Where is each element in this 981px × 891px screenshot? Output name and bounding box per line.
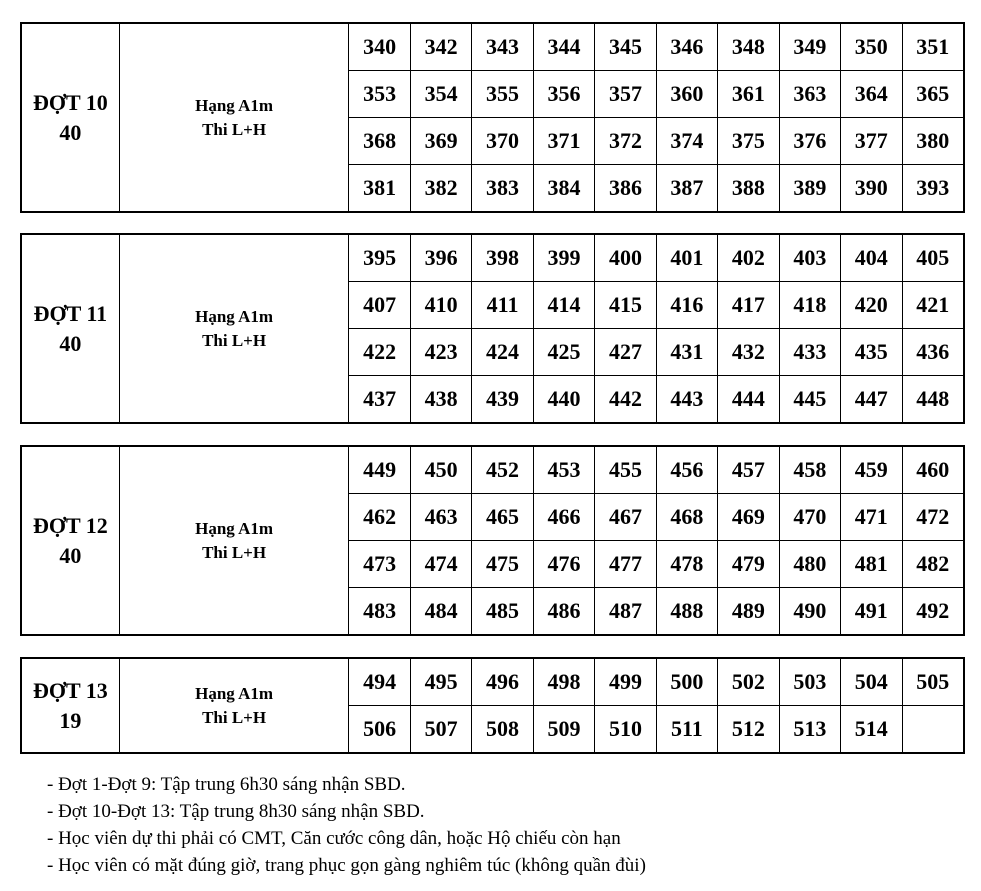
candidate-number: 361 — [718, 71, 779, 118]
candidate-number: 365 — [902, 71, 964, 118]
candidate-number: 402 — [718, 234, 779, 282]
candidate-number: 506 — [349, 706, 410, 754]
candidate-number: 442 — [595, 376, 656, 424]
candidate-number: 375 — [718, 118, 779, 165]
candidate-number: 410 — [410, 282, 471, 329]
candidate-number: 473 — [349, 541, 410, 588]
candidate-number: 483 — [349, 588, 410, 636]
candidate-number: 435 — [841, 329, 902, 376]
candidate-number — [902, 706, 964, 754]
candidate-number: 376 — [779, 118, 840, 165]
candidate-number: 496 — [472, 658, 533, 706]
class-name: Hạng A1m — [195, 95, 274, 115]
candidate-number: 400 — [595, 234, 656, 282]
candidate-number: 495 — [410, 658, 471, 706]
candidate-number: 436 — [902, 329, 964, 376]
candidate-number: 364 — [841, 71, 902, 118]
candidate-number: 511 — [656, 706, 717, 754]
candidate-number: 355 — [472, 71, 533, 118]
candidate-number: 360 — [656, 71, 717, 118]
candidate-number: 369 — [410, 118, 471, 165]
candidate-number: 389 — [779, 165, 840, 213]
candidate-number: 452 — [472, 446, 533, 494]
candidate-number: 491 — [841, 588, 902, 636]
candidate-number: 382 — [410, 165, 471, 213]
table-row — [21, 234, 964, 282]
candidate-number: 439 — [472, 376, 533, 424]
candidate-number: 508 — [472, 706, 533, 754]
candidate-number: 512 — [718, 706, 779, 754]
candidate-number: 478 — [656, 541, 717, 588]
candidate-number: 354 — [410, 71, 471, 118]
candidate-number: 502 — [718, 658, 779, 706]
batch-name: ĐỢT 11 — [33, 300, 108, 326]
exam-type: Thi L+H — [202, 542, 267, 562]
candidate-number: 486 — [533, 588, 594, 636]
candidate-number: 387 — [656, 165, 717, 213]
candidate-number: 494 — [349, 658, 410, 706]
batch-label — [21, 446, 119, 635]
candidate-number: 340 — [349, 23, 410, 71]
batch-table — [20, 657, 965, 754]
candidate-number: 342 — [410, 23, 471, 71]
candidate-number: 393 — [902, 165, 964, 213]
notes-section — [47, 771, 947, 879]
candidate-number: 407 — [349, 282, 410, 329]
candidate-number: 437 — [349, 376, 410, 424]
class-name: Hạng A1m — [195, 683, 274, 703]
candidate-number: 488 — [656, 588, 717, 636]
candidate-number: 475 — [472, 541, 533, 588]
candidate-number: 384 — [533, 165, 594, 213]
candidate-number: 417 — [718, 282, 779, 329]
candidate-number: 374 — [656, 118, 717, 165]
candidate-number: 353 — [349, 71, 410, 118]
candidate-number: 348 — [718, 23, 779, 71]
candidate-number: 513 — [779, 706, 840, 754]
candidate-number: 368 — [349, 118, 410, 165]
candidate-number: 431 — [656, 329, 717, 376]
candidate-number: 401 — [656, 234, 717, 282]
candidate-number: 415 — [595, 282, 656, 329]
candidate-number: 418 — [779, 282, 840, 329]
candidate-number: 425 — [533, 329, 594, 376]
candidate-number: 433 — [779, 329, 840, 376]
candidate-number: 479 — [718, 541, 779, 588]
candidate-number: 422 — [349, 329, 410, 376]
batch-name: ĐỢT 12 — [32, 512, 108, 538]
note-line: - Đợt 10-Đợt 13: Tập trung 8h30 sáng nhận SBD. — [47, 801, 425, 822]
candidate-number: 455 — [595, 446, 656, 494]
candidate-number: 509 — [533, 706, 594, 754]
candidate-number: 395 — [349, 234, 410, 282]
candidate-number: 465 — [472, 494, 533, 541]
candidate-number: 474 — [410, 541, 471, 588]
batch-label — [21, 23, 119, 212]
candidate-number: 372 — [595, 118, 656, 165]
candidate-number: 390 — [841, 165, 902, 213]
candidate-number: 383 — [472, 165, 533, 213]
candidate-number: 499 — [595, 658, 656, 706]
candidate-number: 492 — [902, 588, 964, 636]
candidate-number: 351 — [902, 23, 964, 71]
candidate-number: 350 — [841, 23, 902, 71]
candidate-number: 444 — [718, 376, 779, 424]
candidate-number: 489 — [718, 588, 779, 636]
note-line: - Học viên dự thi phải có CMT, Căn cước công dân, hoặc Hộ chiếu còn hạn — [47, 828, 621, 849]
candidate-number: 357 — [595, 71, 656, 118]
candidate-number: 356 — [533, 71, 594, 118]
batch-count: 40 — [59, 542, 82, 568]
candidate-number: 399 — [533, 234, 594, 282]
candidate-number: 440 — [533, 376, 594, 424]
candidate-number: 456 — [656, 446, 717, 494]
candidate-number: 468 — [656, 494, 717, 541]
candidate-number: 370 — [472, 118, 533, 165]
candidate-number: 490 — [779, 588, 840, 636]
candidate-number: 381 — [349, 165, 410, 213]
candidate-number: 498 — [533, 658, 594, 706]
candidate-number: 450 — [410, 446, 471, 494]
candidate-number: 398 — [472, 234, 533, 282]
table-row — [21, 446, 964, 494]
class-name: Hạng A1m — [195, 306, 274, 326]
candidate-number: 485 — [472, 588, 533, 636]
candidate-number: 386 — [595, 165, 656, 213]
candidate-number: 481 — [841, 541, 902, 588]
license-class — [119, 234, 349, 423]
note-line: - Học viên có mặt đúng giờ, trang phục gọn gàng nghiêm túc (không quần đùi) — [47, 855, 646, 876]
candidate-number: 349 — [779, 23, 840, 71]
candidate-number: 344 — [533, 23, 594, 71]
license-class — [119, 658, 349, 753]
candidate-number: 424 — [472, 329, 533, 376]
candidate-number: 421 — [902, 282, 964, 329]
candidate-number: 466 — [533, 494, 594, 541]
batch-table — [20, 233, 965, 424]
batch-label — [21, 658, 119, 753]
exam-type: Thi L+H — [202, 707, 267, 727]
candidate-number: 343 — [472, 23, 533, 71]
candidate-number: 472 — [902, 494, 964, 541]
candidate-number: 505 — [902, 658, 964, 706]
candidate-number: 514 — [841, 706, 902, 754]
batch-name: ĐỢT 10 — [32, 89, 108, 115]
candidate-number: 467 — [595, 494, 656, 541]
candidate-number: 458 — [779, 446, 840, 494]
batch-count: 40 — [59, 330, 82, 356]
batch-table — [20, 22, 965, 213]
batch-name: ĐỢT 13 — [32, 677, 108, 703]
note-line: - Đợt 1-Đợt 9: Tập trung 6h30 sáng nhận SBD. — [47, 774, 406, 795]
candidate-number: 469 — [718, 494, 779, 541]
license-class — [119, 446, 349, 635]
candidate-number: 484 — [410, 588, 471, 636]
candidate-number: 403 — [779, 234, 840, 282]
candidate-number: 507 — [410, 706, 471, 754]
candidate-number: 405 — [902, 234, 964, 282]
candidate-number: 371 — [533, 118, 594, 165]
candidate-number: 420 — [841, 282, 902, 329]
candidate-number: 396 — [410, 234, 471, 282]
candidate-number: 503 — [779, 658, 840, 706]
table-row — [21, 23, 964, 71]
candidate-number: 480 — [779, 541, 840, 588]
candidate-number: 471 — [841, 494, 902, 541]
candidate-number: 445 — [779, 376, 840, 424]
candidate-number: 487 — [595, 588, 656, 636]
candidate-number: 457 — [718, 446, 779, 494]
candidate-number: 462 — [349, 494, 410, 541]
candidate-number: 432 — [718, 329, 779, 376]
candidate-number: 476 — [533, 541, 594, 588]
candidate-number: 447 — [841, 376, 902, 424]
candidate-number: 346 — [656, 23, 717, 71]
candidate-number: 463 — [410, 494, 471, 541]
candidate-number: 404 — [841, 234, 902, 282]
candidate-number: 449 — [349, 446, 410, 494]
candidate-number: 510 — [595, 706, 656, 754]
batch-count: 19 — [59, 707, 82, 733]
candidate-number: 363 — [779, 71, 840, 118]
candidate-number: 423 — [410, 329, 471, 376]
candidate-number: 416 — [656, 282, 717, 329]
candidate-number: 470 — [779, 494, 840, 541]
candidate-number: 482 — [902, 541, 964, 588]
table-row — [21, 658, 964, 706]
candidate-number: 380 — [902, 118, 964, 165]
candidate-number: 477 — [595, 541, 656, 588]
batch-table — [20, 445, 965, 636]
candidate-number: 438 — [410, 376, 471, 424]
license-class — [119, 23, 349, 212]
candidate-number: 504 — [841, 658, 902, 706]
candidate-number: 448 — [902, 376, 964, 424]
exam-type: Thi L+H — [202, 119, 267, 139]
class-name: Hạng A1m — [195, 518, 274, 538]
candidate-number: 377 — [841, 118, 902, 165]
candidate-number: 459 — [841, 446, 902, 494]
candidate-number: 414 — [533, 282, 594, 329]
candidate-number: 388 — [718, 165, 779, 213]
candidate-number: 411 — [472, 282, 533, 329]
candidate-number: 453 — [533, 446, 594, 494]
batch-count: 40 — [59, 119, 82, 145]
candidate-number: 427 — [595, 329, 656, 376]
exam-type: Thi L+H — [202, 330, 267, 350]
candidate-number: 443 — [656, 376, 717, 424]
batch-label — [21, 234, 119, 423]
candidate-number: 345 — [595, 23, 656, 71]
candidate-number: 500 — [656, 658, 717, 706]
candidate-number: 460 — [902, 446, 964, 494]
